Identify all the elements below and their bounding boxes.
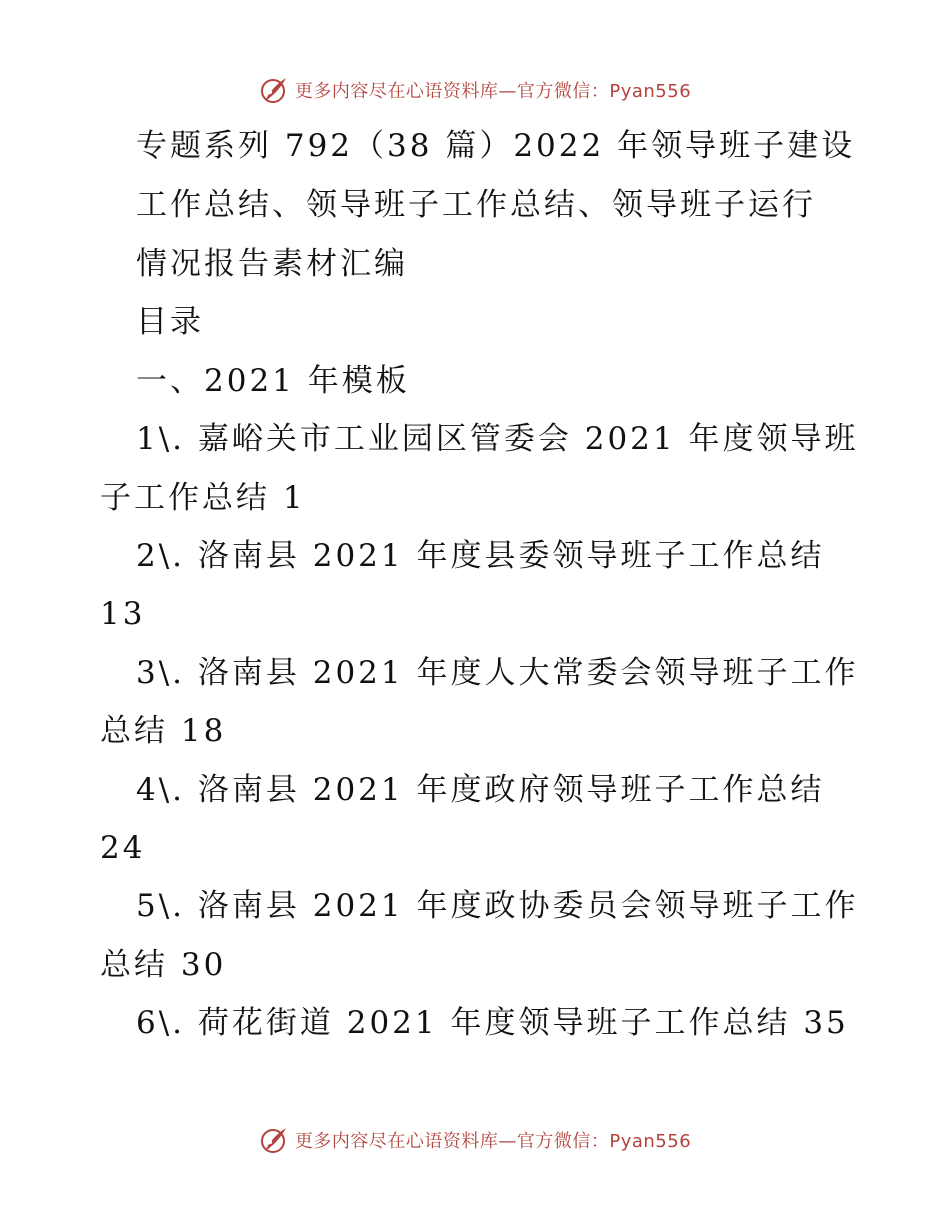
toc-entry-5-line-1: 5\. 洛南县 2021 年度政协委员会领导班子工作: [136, 888, 859, 924]
toc-entry-1-line-2: 子工作总结 1: [100, 480, 306, 516]
title-line-1: 专题系列 792（38 篇）2022 年领导班子建设: [136, 128, 856, 164]
quill-logo-icon: [259, 75, 289, 105]
watermark-text: 更多内容尽在心语资料库—官方微信：Pyan556: [294, 81, 692, 102]
toc-entry-3-line-1: 3\. 洛南县 2021 年度人大常委会领导班子工作: [136, 655, 859, 691]
toc-entry-2-line-2: 13: [100, 596, 146, 632]
watermark-text: 更多内容尽在心语资料库—官方微信：Pyan556: [294, 1131, 692, 1152]
toc-heading: 目录: [136, 304, 204, 340]
footer-watermark: [0, 1120, 950, 1160]
quill-logo-icon: [259, 1125, 289, 1155]
toc-entry-4-line-2: 24: [100, 830, 146, 866]
toc-entry-5-line-2: 总结 30: [100, 947, 227, 983]
toc-entry-3-line-2: 总结 18: [100, 713, 227, 749]
toc-entry-4-line-1: 4\. 洛南县 2021 年度政府领导班子工作总结: [136, 772, 825, 808]
title-line-3: 情况报告素材汇编: [136, 246, 408, 282]
header-watermark: [0, 70, 950, 110]
title-line-2: 工作总结、领导班子工作总结、领导班子运行: [136, 187, 816, 223]
section-heading: 一、2021 年模板: [136, 363, 410, 399]
toc-entry-2-line-1: 2\. 洛南县 2021 年度县委领导班子工作总结: [136, 538, 825, 574]
toc-entry-6-line-1: 6\. 荷花街道 2021 年度领导班子工作总结 35: [136, 1005, 849, 1041]
toc-entry-1-line-1: 1\. 嘉峪关市工业园区管委会 2021 年度领导班: [136, 421, 859, 457]
